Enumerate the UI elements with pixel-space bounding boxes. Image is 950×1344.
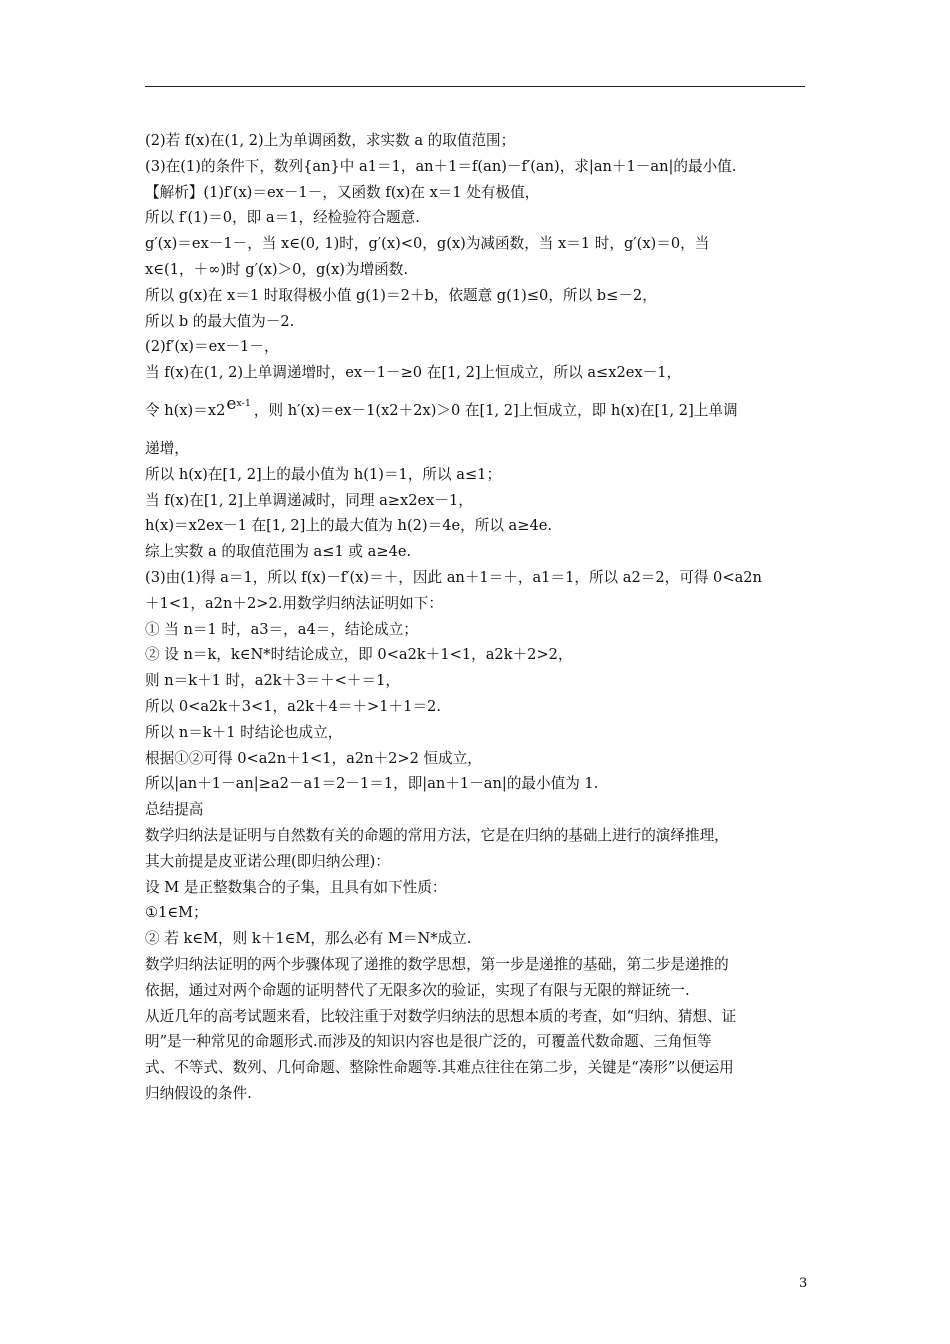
text-line: 综上实数 a 的取值范围为 a≤1 或 a≥4e. <box>145 543 412 561</box>
text-line: 根据①②可得 0<a2n＋1<1，a2n＋2>2 恒成立， <box>145 749 482 767</box>
text-line: 所以 0<a2k＋3<1，a2k＋4＝＋>1＋1＝2. <box>145 697 441 715</box>
text-line: 所以 g(x)在 x＝1 时取得极小值 g(1)＝2＋b，依题意 g(1)≤0，所以 b≤－2， <box>145 286 657 304</box>
text-line: 式、不等式、数列、几何命题、整除性命题等.其难点往往在第二步，关键是“凑形”以便运用 <box>145 1059 734 1077</box>
section-title: 总结提高 <box>145 801 204 819</box>
text-line: (2)f′(x)＝ex－1－， <box>145 338 279 356</box>
e-symbol: e <box>226 393 237 414</box>
text-line: ＋1<1，a2n＋2>2.用数学归纳法证明如下： <box>145 594 443 612</box>
formula-line <box>145 386 810 436</box>
page-number: 3 <box>799 1276 808 1291</box>
text-line: 设 M 是正整数集合的子集，且具有如下性质： <box>145 878 447 896</box>
text-line: 当 f(x)在[1, 2]上单调递减时，同理 a≥x2ex－1， <box>145 491 473 509</box>
text-line: ② 设 n＝k，k∈N*时结论成立，即 0<a2k＋1<1，a2k＋2>2， <box>145 646 573 664</box>
exponent-superscript <box>226 393 251 414</box>
text-line: 数学归纳法证明的两个步骤体现了递推的数学思想，第一步是递推的基础，第二步是递推的 <box>145 955 729 973</box>
text-line: 从近几年的高考试题来看，比较注重于对数学归纳法的思想本质的考查，如“归纳、猜想、证 <box>145 1007 737 1025</box>
text-line: ①1∈M； <box>145 904 208 922</box>
text-line: h(x)＝x2ex－1 在[1, 2]上的最大值为 h(2)＝4e，所以 a≥4e. <box>145 517 553 535</box>
text-line: 依据，通过对两个命题的证明替代了无限多次的验证，实现了有限与无限的辩证统一. <box>145 981 690 999</box>
text-line: 递增， <box>145 439 189 457</box>
text-line: 所以 h(x)在[1, 2]上的最小值为 h(1)＝1，所以 a≤1； <box>145 465 502 483</box>
text-line: 所以 b 的最大值为－2. <box>145 312 295 330</box>
formula-suffix: ，则 h′(x)＝ex－1(x2＋2x)＞0 在[1, 2]上恒成立，即 h(x)在[1, 2]上单调 <box>253 401 738 419</box>
text-line: 当 f(x)在(1, 2)上单调递增时，ex－1－≥0 在[1, 2]上恒成立，所以 a≤x2ex－1， <box>145 364 682 382</box>
text-line: 其大前提是皮亚诺公理(即归纳公理)： <box>145 852 390 870</box>
text-line: 【解析】(1)f′(x)＝ex－1－，又函数 f(x)在 x＝1 处有极值， <box>145 183 540 201</box>
document-body <box>145 128 810 1107</box>
text-line: 明”是一种常见的命题形式.而涉及的知识内容也是很广泛的，可覆盖代数命题、三角恒等 <box>145 1033 712 1051</box>
text-line: g′(x)＝ex－1－，当 x∈(0, 1)时，g′(x)<0，g(x)为减函数，当 x＝1 时，g′(x)＝0，当 <box>145 235 710 253</box>
text-line: ② 若 k∈M，则 k＋1∈M，那么必有 M＝N*成立. <box>145 930 472 948</box>
text-line: ① 当 n＝1 时，a3＝，a4＝，结论成立； <box>145 620 418 638</box>
text-line: x∈(1，＋∞)时 g′(x)＞0，g(x)为增函数. <box>145 260 409 278</box>
header-rule <box>145 86 805 87</box>
text-line: 所以|an＋1－an|≥a2－a1＝2－1＝1，即|an＋1－an|的最小值为 1. <box>145 775 599 793</box>
text-line: 归纳假设的条件. <box>145 1084 252 1102</box>
text-line: 所以 n＝k＋1 时结论也成立， <box>145 723 343 741</box>
text-line: 所以 f′(1)＝0，即 a＝1，经检验符合题意. <box>145 209 420 227</box>
text-line: (3)由(1)得 a＝1，所以 f(x)－f′(x)＝＋，因此 an＋1＝＋，a1＝1，所以 a2＝2，可得 0<a2n <box>145 568 762 586</box>
text-line: (3)在(1)的条件下，数列{an}中 a1＝1，an＋1＝f(an)－f′(an)，求|an＋1－an|的最小值. <box>145 157 737 175</box>
formula-prefix: 令 h(x)＝x2 <box>145 401 226 419</box>
text-line: 数学归纳法是证明与自然数有关的命题的常用方法，它是在归纳的基础上进行的演绎推理， <box>145 826 729 844</box>
exponent-text: x-1 <box>236 397 251 409</box>
text-line: 则 n＝k＋1 时，a2k＋3＝＋<＋＝1， <box>145 672 400 690</box>
text-line: (2)若 f(x)在(1, 2)上为单调函数，求实数 a 的取值范围； <box>145 132 516 149</box>
